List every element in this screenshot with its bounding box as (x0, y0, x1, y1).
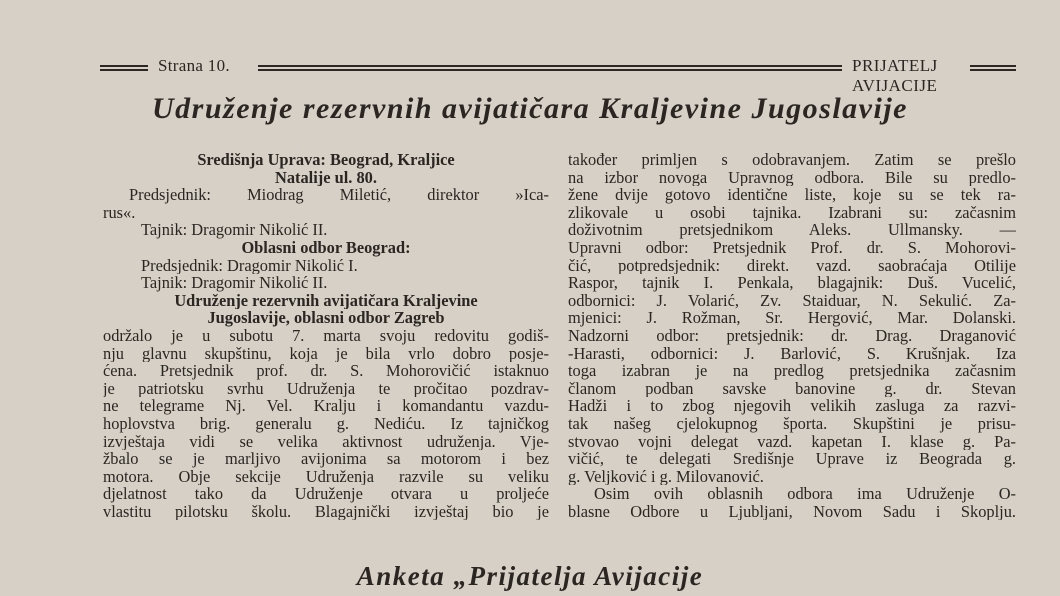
text-line: održalo je u subotu 7. marta svoju redovitu godiš- (103, 326, 549, 345)
text-line: Udruženje rezervnih avijatičara Kraljevine (174, 291, 478, 310)
text-line: također primljen s odobravanjem. Zatim se prešlo (568, 151, 1016, 169)
text-line: g. Veljković i g. Milovanović. (568, 467, 764, 486)
text-line: Oblasni odbor Beograd: (241, 238, 411, 257)
text-line: žbalo se je marljivo avijonima sa motorom i bez (103, 450, 549, 468)
article-title: Udruženje rezervnih avijatičara Kraljevine Jugoslavije (152, 92, 908, 125)
text-line: rus«. (103, 203, 136, 222)
text-line: članom podban savske banovine g. dr. Stevan (568, 379, 1016, 398)
text-line: žene dvije gotovo identične liste, koje su se tek ra- (568, 186, 1016, 204)
header-rule-middle (258, 65, 842, 71)
text-line: Tajnik: Dragomir Nikolić II. (141, 274, 328, 292)
text-line: čić, potpredsjednik: direkt. vazd. saobraćaja Otilije (568, 256, 1016, 275)
text-line: tak našeg cjelokupnog športa. Skupštini je prisu- (568, 414, 1016, 433)
text-line: Središnja Uprava: Beograd, Kraljice (197, 151, 455, 169)
page-number: Strana 10. (158, 56, 230, 75)
text-line: vičić, te delegati Središnje Uprave iz Beograda g. (568, 450, 1016, 468)
text-line: Natalije ul. 80. (275, 168, 377, 187)
text-line: Hadži i to zbog njegovih velikih zasluga za razvi- (568, 397, 1016, 415)
text-line: je patriotsku svrhu Udruženja te pročitao pozdrav- (103, 379, 549, 398)
text-line: stvovao vojni delegat vazd. kapetan I. klase g. Pa- (568, 432, 1016, 451)
right-column (568, 151, 1016, 520)
text-line: ćena. Pretsjednik prof. dr. S. Mohorovičić istaknuo (103, 362, 549, 380)
text-line: hoplovstva brig. generalu g. Nediću. Iz tajničkog (103, 414, 549, 433)
header-rule-right (970, 65, 1016, 71)
text-line: zlikovale u osobi tajnika. Izabrani su: začasnim (568, 203, 1016, 222)
text-line: izvještaja vidi se velika aktivnost udruženja. Vje- (103, 432, 549, 451)
text-line: Raspor, tajnik I. Penkala, blagajnik: Duš. Vucelić, (568, 274, 1016, 292)
text-line: toga izabran je na predlog pretsjednika začasnim (568, 362, 1016, 380)
text-line: Nadzorni odbor: pretsjednik: dr. Drag. Draganović (568, 326, 1016, 345)
header-rule-left (100, 65, 148, 71)
text-line: Jugoslavije, oblasni odbor Zagreb (207, 309, 445, 327)
text-line: odbornici: J. Volarić, Zv. Staiduar, N. Sekulić. Za- (568, 291, 1016, 310)
text-line: ne telegrame Nj. Vel. Kralju i komandantu vazdu- (103, 397, 549, 415)
text-line: na izbor novoga Upravnog odbora. Bile su predlo- (568, 168, 1016, 187)
left-column (103, 151, 549, 520)
text-line: Upravni odbor: Pretsjednik Prof. dr. S. Mohorovi- (568, 238, 1016, 257)
text-line: Predsjednik: Miodrag Miletić, direktor »Ica- (129, 186, 549, 204)
text-line: motora. Obje sekcije Udruženja razvile su veliku (103, 467, 549, 486)
text-line: vlastitu pilotsku školu. Blagajnički izvještaj bio je (103, 502, 549, 521)
text-line: -Harasti, odbornici: J. Barlović, S. Krušnjak. Iza (568, 344, 1016, 363)
text-line: blasne Odbore u Ljubljani, Novom Sadu i Skoplju. (568, 502, 1016, 521)
text-line: djelatnost tako da Udruženje otvara u proljeće (103, 485, 549, 503)
text-line: Osim ovih oblasnih odbora ima Udruženje O- (594, 485, 1016, 503)
magazine-name: PRIJATELJ AVIJACIJE (852, 56, 938, 95)
running-header (100, 56, 1016, 95)
text-line: Predsjednik: Dragomir Nikolić I. (141, 256, 358, 275)
text-line: doživotnim pretsjednikom Aleks. Ullmansky. — (568, 221, 1016, 239)
text-line: nju glavnu skupštinu, koja je bila vrlo dobro posje- (103, 344, 549, 363)
next-section-title: Anketa „Prijatelja Avijacije (356, 561, 704, 591)
text-line: mjenici: J. Rožman, Sr. Hergović, Mar. Dolanski. (568, 309, 1016, 327)
text-line: Tajnik: Dragomir Nikolić II. (141, 221, 328, 239)
